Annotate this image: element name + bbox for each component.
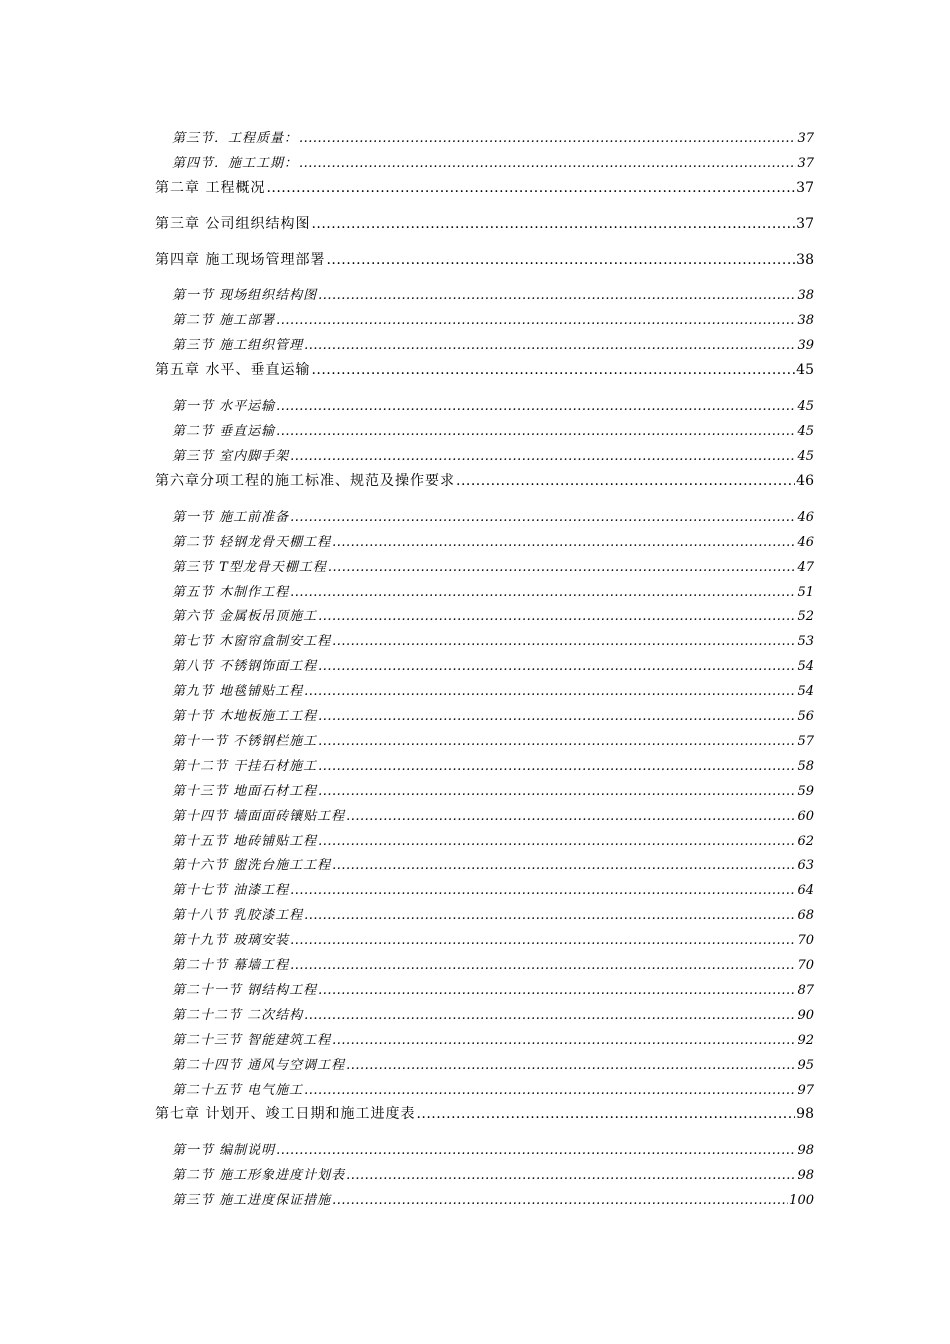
dot-leader [290,883,796,898]
toc-entry-page-number: 97 [797,1083,814,1098]
toc-entry-page-number: 54 [797,684,814,699]
toc-entry-title: 第六章分项工程的施工标准、规范及操作要求 [155,473,455,489]
toc-entry-section[interactable] [172,1079,814,1098]
dot-leader [276,313,796,328]
toc-entry-page-number: 64 [797,883,814,898]
dot-leader [304,908,796,923]
dot-leader [318,709,796,724]
dot-leader [318,659,796,674]
toc-entry-page-number: 57 [797,734,814,749]
dot-leader [332,1193,788,1208]
dot-leader [328,560,797,575]
dot-leader [346,1168,796,1183]
dot-leader [311,216,795,232]
toc-entry-title: 第十六节 盥洗台施工工程 [172,858,332,873]
toc-entry-page-number: 98 [796,1106,814,1122]
dot-leader [318,288,796,303]
toc-entry-page-number: 47 [797,560,814,575]
toc-entry-page-number: 45 [797,424,814,439]
toc-entry-page-number: 100 [789,1193,814,1208]
toc-entry-chapter[interactable] [155,213,814,233]
toc-entry-title: 第九节 地毯铺贴工程 [172,684,304,699]
toc-entry-section[interactable] [172,879,814,898]
toc-entry-chapter[interactable] [155,470,814,490]
toc-entry-page-number: 70 [797,958,814,973]
dot-leader [332,858,796,873]
toc-entry-section[interactable] [172,655,814,674]
toc-entry-section[interactable] [172,630,814,649]
dot-leader [332,535,796,550]
toc-entry-page-number: 70 [797,933,814,948]
toc-entry-section[interactable] [172,1139,814,1158]
toc-entry-page-number: 45 [797,449,814,464]
toc-entry-title: 第二章 工程概况 [155,180,266,196]
toc-entry-page-number: 56 [797,709,814,724]
toc-entry-title: 第七章 计划开、竣工日期和施工进度表 [155,1106,416,1122]
toc-entry-page-number: 46 [796,473,814,489]
dot-leader [318,834,796,849]
toc-entry-section[interactable] [172,854,814,873]
toc-entry-section[interactable] [172,506,814,525]
toc-entry-section[interactable] [172,334,814,353]
toc-entry-page-number: 59 [797,784,814,799]
toc-entry-section[interactable] [172,1189,814,1208]
toc-entry-section[interactable] [172,309,814,328]
toc-entry-page-number: 53 [797,634,814,649]
dot-leader [304,684,796,699]
toc-entry-section[interactable] [172,395,814,414]
toc-entry-section[interactable] [172,445,814,464]
toc-entry-title: 第八节 不锈钢饰面工程 [172,659,318,674]
toc-entry-title: 第二节 轻钢龙骨天棚工程 [172,535,332,550]
toc-entry-section[interactable] [172,531,814,550]
toc-entry-section[interactable] [172,680,814,699]
toc-entry-page-number: 54 [797,659,814,674]
toc-entry-section[interactable] [172,1054,814,1073]
toc-entry-title: 第七节 木窗帘盒制安工程 [172,634,332,649]
dot-leader [276,1143,796,1158]
toc-entry-page-number: 95 [797,1058,814,1073]
toc-entry-title: 第二十三节 智能建筑工程 [172,1033,332,1048]
toc-entry-section[interactable] [172,954,814,973]
toc-entry-title: 第十节 木地板施工工程 [172,709,318,724]
toc-entry-page-number: 87 [797,983,814,998]
toc-entry-section[interactable] [172,152,814,171]
toc-entry-section[interactable] [172,805,814,824]
toc-entry-title: 第十八节 乳胶漆工程 [172,908,304,923]
toc-entry-chapter[interactable] [155,1103,814,1123]
toc-entry-title: 第十五节 地砖铺贴工程 [172,834,318,849]
dot-leader [346,809,796,824]
toc-entry-section[interactable] [172,605,814,624]
toc-entry-title: 第二节 垂直运输 [172,424,276,439]
toc-entry-section[interactable] [172,1004,814,1023]
toc-entry-page-number: 46 [797,510,814,525]
toc-entry-page-number: 46 [797,535,814,550]
toc-entry-page-number: 58 [797,759,814,774]
toc-entry-title: 第二节 施工形象进度计划表 [172,1168,346,1183]
toc-entry-title: 第二十四节 通风与空调工程 [172,1058,346,1073]
toc-entry-section[interactable] [172,979,814,998]
toc-entry-chapter[interactable] [155,359,814,379]
toc-entry-page-number: 90 [797,1008,814,1023]
dot-leader [290,933,796,948]
toc-entry-page-number: 38 [796,252,814,268]
toc-entry-section[interactable] [172,780,814,799]
toc-entry-chapter[interactable] [155,249,814,269]
toc-entry-section[interactable] [172,420,814,439]
dot-leader [276,424,796,439]
toc-entry-section[interactable] [172,730,814,749]
toc-entry-page-number: 52 [797,609,814,624]
toc-entry-page-number: 39 [797,338,814,353]
toc-entry-page-number: 38 [797,313,814,328]
toc-entry-page-number: 37 [797,131,814,146]
dot-leader [318,983,796,998]
dot-leader [332,1033,796,1048]
dot-leader [276,399,796,414]
toc-entry-section[interactable] [172,556,814,575]
toc-entry-title: 第五章 水平、垂直运输 [155,362,311,378]
toc-entry-title: 第二十五节 电气施工 [172,1083,304,1098]
toc-entry-section[interactable] [172,830,814,849]
toc-entry-title: 第一节 编制说明 [172,1143,276,1158]
dot-leader [266,180,795,196]
dot-leader [299,131,796,146]
toc-entry-title: 第三节 施工进度保证措施 [172,1193,332,1208]
toc-entry-page-number: 60 [797,809,814,824]
dot-leader [290,585,796,600]
dot-leader [318,609,796,624]
toc-entry-title: 第五节 木制作工程 [172,585,290,600]
dot-leader [318,734,796,749]
dot-leader [299,156,796,171]
dot-leader [290,449,796,464]
toc-entry-title: 第四节．施工工期： [172,156,299,171]
toc-entry-title: 第二十节 幕墙工程 [172,958,290,973]
dot-leader [456,473,795,489]
toc-entry-title: 第一节 现场组织结构图 [172,288,318,303]
toc-entry-title: 第十四节 墙面面砖镶贴工程 [172,809,346,824]
toc-entry-chapter[interactable] [155,177,814,197]
toc-entry-title: 第十三节 地面石材工程 [172,784,318,799]
dot-leader [290,958,796,973]
toc-entry-title: 第十九节 玻璃安装 [172,933,290,948]
toc-entry-section[interactable] [172,705,814,724]
toc-entry-section[interactable] [172,284,814,303]
toc-entry-page-number: 92 [797,1033,814,1048]
toc-entry-page-number: 38 [797,288,814,303]
toc-entry-page-number: 51 [797,585,814,600]
dot-leader [304,1083,796,1098]
dot-leader [290,510,796,525]
dot-leader [304,338,796,353]
dot-leader [326,252,795,268]
toc-entry-section[interactable] [172,581,814,600]
toc-entry-page-number: 62 [797,834,814,849]
toc-entry-page-number: 37 [796,180,814,196]
toc-entry-page-number: 98 [797,1168,814,1183]
toc-entry-title: 第十二节 干挂石材施工 [172,759,318,774]
toc-entry-title: 第二十二节 二次结构 [172,1008,304,1023]
toc-entry-page-number: 63 [797,858,814,873]
dot-leader [346,1058,796,1073]
dot-leader [318,759,796,774]
toc-entry-page-number: 45 [796,362,814,378]
toc-entry-section[interactable] [172,1164,814,1183]
toc-entry-page-number: 98 [797,1143,814,1158]
toc-entry-title: 第十一节 不锈钢栏施工 [172,734,318,749]
toc-entry-title: 第三章 公司组织结构图 [155,216,311,232]
toc-entry-section[interactable] [172,929,814,948]
toc-entry-title: 第三节．工程质量： [172,131,299,146]
dot-leader [318,784,796,799]
toc-entry-title: 第一节 施工前准备 [172,510,290,525]
toc-entry-title: 第一节 水平运输 [172,399,276,414]
toc-entry-title: 第三节 施工组织管理 [172,338,304,353]
dot-leader [311,362,795,378]
toc-entry-title: 第三节 室内脚手架 [172,449,290,464]
toc-entry-page-number: 68 [797,908,814,923]
toc-entry-title: 第二节 施工部署 [172,313,276,328]
dot-leader [416,1106,795,1122]
toc-entry-section[interactable] [172,904,814,923]
toc-entry-title: 第四章 施工现场管理部署 [155,252,326,268]
toc-entry-page-number: 37 [796,216,814,232]
toc-entry-title: 第三节 T型龙骨天棚工程 [172,560,327,575]
toc-entry-section[interactable] [172,755,814,774]
toc-entry-section[interactable] [172,127,814,146]
toc-entry-page-number: 37 [797,156,814,171]
dot-leader [332,634,796,649]
toc-entry-title: 第二十一节 钢结构工程 [172,983,318,998]
dot-leader [304,1008,796,1023]
toc-entry-title: 第六节 金属板吊顶施工 [172,609,318,624]
toc-entry-title: 第十七节 油漆工程 [172,883,290,898]
toc-entry-section[interactable] [172,1029,814,1048]
toc-entry-page-number: 45 [797,399,814,414]
